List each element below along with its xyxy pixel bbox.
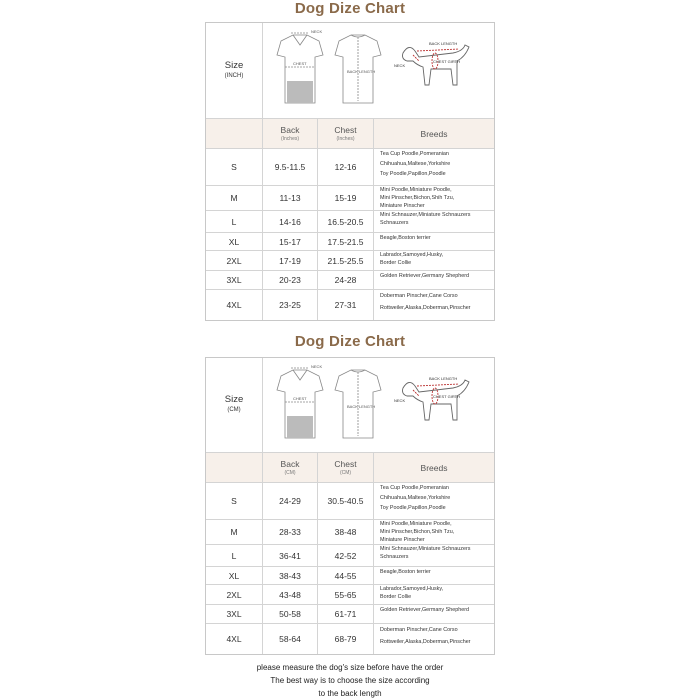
header-breeds: [374, 453, 494, 482]
breeds-cell: [374, 585, 494, 604]
header-size-empty: [206, 453, 263, 482]
shirt-front-icon: [277, 368, 323, 438]
size-cell: 3XL: [206, 605, 263, 623]
chest-label: CHEST: [293, 61, 307, 66]
header-back: [263, 453, 318, 482]
chest-unit: (Inches): [336, 136, 355, 142]
breed-line: Rottweiler,Alaska,Doberman,Pinscher: [380, 639, 471, 645]
size-cell: L: [206, 211, 263, 232]
back-cell: 17-19: [263, 251, 318, 270]
back-length-label: BACK LENGTH: [347, 404, 376, 409]
table-row: [206, 149, 494, 186]
breed-line: Mini Schnauzer,Miniature Schnauzers: [380, 212, 471, 218]
breeds-cell: [374, 271, 494, 289]
chest-cell: 55-65: [318, 585, 374, 604]
breeds-cell: [374, 211, 494, 232]
breed-line: Mini Poodle,Miniature Poodle,: [380, 521, 452, 527]
size-header: [206, 23, 263, 118]
back-unit: (Inches): [280, 136, 300, 142]
table-row: [206, 233, 494, 251]
breeds-cell: [374, 233, 494, 250]
breeds-cell: [374, 624, 494, 654]
back-unit: (CM): [284, 470, 296, 476]
footer-line: The best way is to choose the size according: [270, 676, 430, 685]
dog-back-length-label: BACK LENGTH: [429, 41, 458, 46]
breeds-cell: [374, 290, 494, 320]
measurement-illustration: [263, 358, 494, 452]
breed-line: Mini Pinscher,Bichon,Shih Tzu,: [380, 529, 455, 535]
breeds-cell: [374, 251, 494, 270]
breed-line: Doberman Pinscher,Cane Corso: [380, 627, 458, 633]
diagram-row: [206, 23, 494, 119]
size-header: [206, 358, 263, 452]
chest-cell: 16.5-20.5: [318, 211, 374, 232]
chest-cell: 15-19: [318, 186, 374, 210]
breeds-cell: [374, 605, 494, 623]
back-label: Back: [280, 125, 300, 135]
dog-neck-label: NECK: [394, 63, 406, 68]
table-row: [206, 483, 494, 520]
chest-cell: 21.5-25.5: [318, 251, 374, 270]
breed-line: Golden Retriever,Germany Shepherd: [380, 273, 469, 279]
measurement-diagram: [263, 23, 494, 118]
breed-line: Labrador,Samoyed,Husky,: [380, 586, 444, 592]
breed-line: Miniature Pinscher: [380, 537, 425, 543]
size-cell: 2XL: [206, 251, 263, 270]
size-cell: XL: [206, 567, 263, 584]
back-length-label: BACK LENGTH: [347, 69, 376, 74]
table-row: [206, 545, 494, 567]
back-cell: 15-17: [263, 233, 318, 250]
size-cell: S: [206, 149, 263, 185]
back-cell: 23-25: [263, 290, 318, 320]
chest-label: Chest: [334, 459, 357, 469]
table-row: [206, 605, 494, 624]
breed-line: Beagle,Boston terrier: [380, 569, 431, 575]
table-row: [206, 251, 494, 271]
back-label: Back: [280, 459, 300, 469]
back-cell: 38-43: [263, 567, 318, 584]
back-cell: 50-58: [263, 605, 318, 623]
breeds-cell: [374, 483, 494, 519]
size-cell: 2XL: [206, 585, 263, 604]
dog-chest-girth-label: CHEST GIRTH: [433, 394, 460, 399]
breeds-cell: [374, 545, 494, 566]
breeds-cell: [374, 186, 494, 210]
header-chest: [318, 453, 374, 482]
chest-cell: 38-48: [318, 520, 374, 544]
size-chart-inch: [205, 22, 495, 321]
unit-label: (INCH): [224, 72, 244, 79]
dog-chest-girth-label: CHEST GIRTH: [433, 59, 460, 64]
chest-cell: 61-71: [318, 605, 374, 623]
chest-cell: 42-52: [318, 545, 374, 566]
diagram-row: [206, 358, 494, 453]
size-cell: M: [206, 186, 263, 210]
dog-icon: [403, 380, 470, 420]
footer-line: please measure the dog's size before have the order: [256, 663, 444, 672]
chest-cell: 30.5-40.5: [318, 483, 374, 519]
back-cell: 11-13: [263, 186, 318, 210]
breed-line: Border Collie: [380, 260, 412, 266]
header-breeds: [374, 119, 494, 148]
size-cell: XL: [206, 233, 263, 250]
back-cell: 14-16: [263, 211, 318, 232]
size-cell: S: [206, 483, 263, 519]
chart-title: Dog Dize Chart: [294, 333, 406, 350]
size-label: Size: [224, 394, 244, 405]
chest-label: CHEST: [293, 396, 307, 401]
back-cell: 43-48: [263, 585, 318, 604]
measurement-illustration: [263, 23, 494, 118]
breed-line: Mini Schnauzer,Miniature Schnauzers: [380, 546, 471, 552]
size-cell: 3XL: [206, 271, 263, 289]
table-row: [206, 585, 494, 605]
header-size-empty: [206, 119, 263, 148]
table-row: [206, 211, 494, 233]
chest-cell: 68-79: [318, 624, 374, 654]
dog-back-length-label: BACK LENGTH: [429, 376, 458, 381]
breeds-label: Breeds: [420, 462, 448, 473]
breed-line: Schnauzers: [380, 220, 409, 226]
back-cell: 24-29: [263, 483, 318, 519]
header-back: [263, 119, 318, 148]
breed-line: Border Collie: [380, 594, 412, 600]
chest-cell: 44-55: [318, 567, 374, 584]
breed-line: Beagle,Boston terrier: [380, 235, 431, 241]
table-row: [206, 271, 494, 290]
chest-cell: 24-28: [318, 271, 374, 289]
size-chart-cm: [205, 357, 495, 655]
breeds-cell: [374, 567, 494, 584]
breed-line: Toy Poodle,Papillon,Poodle: [380, 171, 446, 177]
chest-cell: 17.5-21.5: [318, 233, 374, 250]
size-cell: 4XL: [206, 290, 263, 320]
breed-line: Rottweiler,Alaska,Doberman,Pinscher: [380, 305, 471, 311]
size-cell: 4XL: [206, 624, 263, 654]
size-label: Size: [224, 59, 244, 71]
breed-line: Labrador,Samoyed,Husky,: [380, 252, 444, 258]
chart-title: Dog Dize Chart: [294, 0, 406, 17]
breed-line: Tea Cup Poodle,Pomeranian: [380, 485, 449, 491]
breed-line: Miniature Pinscher: [380, 203, 425, 209]
dog-neck-label: NECK: [394, 398, 406, 403]
table-row: [206, 520, 494, 545]
column-header-row: [206, 119, 494, 149]
unit-label: (CM): [227, 407, 241, 413]
neck-label: NECK: [311, 29, 323, 34]
breeds-cell: [374, 149, 494, 185]
breed-line: Doberman Pinscher,Cane Corso: [380, 293, 458, 299]
breed-line: Chihuahua,Maltese,Yorkshire: [380, 161, 451, 167]
shirt-front-icon: [277, 33, 323, 103]
breed-line: Tea Cup Poodle,Pomeranian: [380, 151, 449, 157]
chest-unit: (CM): [339, 470, 352, 476]
header-chest: [318, 119, 374, 148]
table-row: [206, 624, 494, 654]
breed-line: Mini Poodle,Miniature Poodle,: [380, 187, 452, 193]
chest-cell: 12-16: [318, 149, 374, 185]
back-cell: 9.5-11.5: [263, 149, 318, 185]
back-cell: 20-23: [263, 271, 318, 289]
neck-label: NECK: [311, 364, 323, 369]
breeds-cell: [374, 520, 494, 544]
chest-label: Chest: [334, 125, 357, 135]
size-cell: L: [206, 545, 263, 566]
table-row: [206, 290, 494, 320]
back-cell: 28-33: [263, 520, 318, 544]
table-row: [206, 567, 494, 585]
breeds-label: Breeds: [420, 128, 448, 139]
chest-cell: 27-31: [318, 290, 374, 320]
column-header-row: [206, 453, 494, 483]
measurement-diagram: [263, 358, 494, 452]
breed-line: Toy Poodle,Papillon,Poodle: [380, 505, 446, 511]
breed-line: Schnauzers: [380, 554, 409, 560]
footer-line: to the back length: [318, 689, 382, 698]
breed-line: Chihuahua,Maltese,Yorkshire: [380, 495, 451, 501]
size-cell: M: [206, 520, 263, 544]
back-cell: 58-64: [263, 624, 318, 654]
dog-icon: [403, 45, 470, 85]
table-row: [206, 186, 494, 211]
breed-line: Golden Retriever,Germany Shepherd: [380, 607, 469, 613]
breed-line: Mini Pinscher,Bichon,Shih Tzu,: [380, 195, 455, 201]
back-cell: 36-41: [263, 545, 318, 566]
